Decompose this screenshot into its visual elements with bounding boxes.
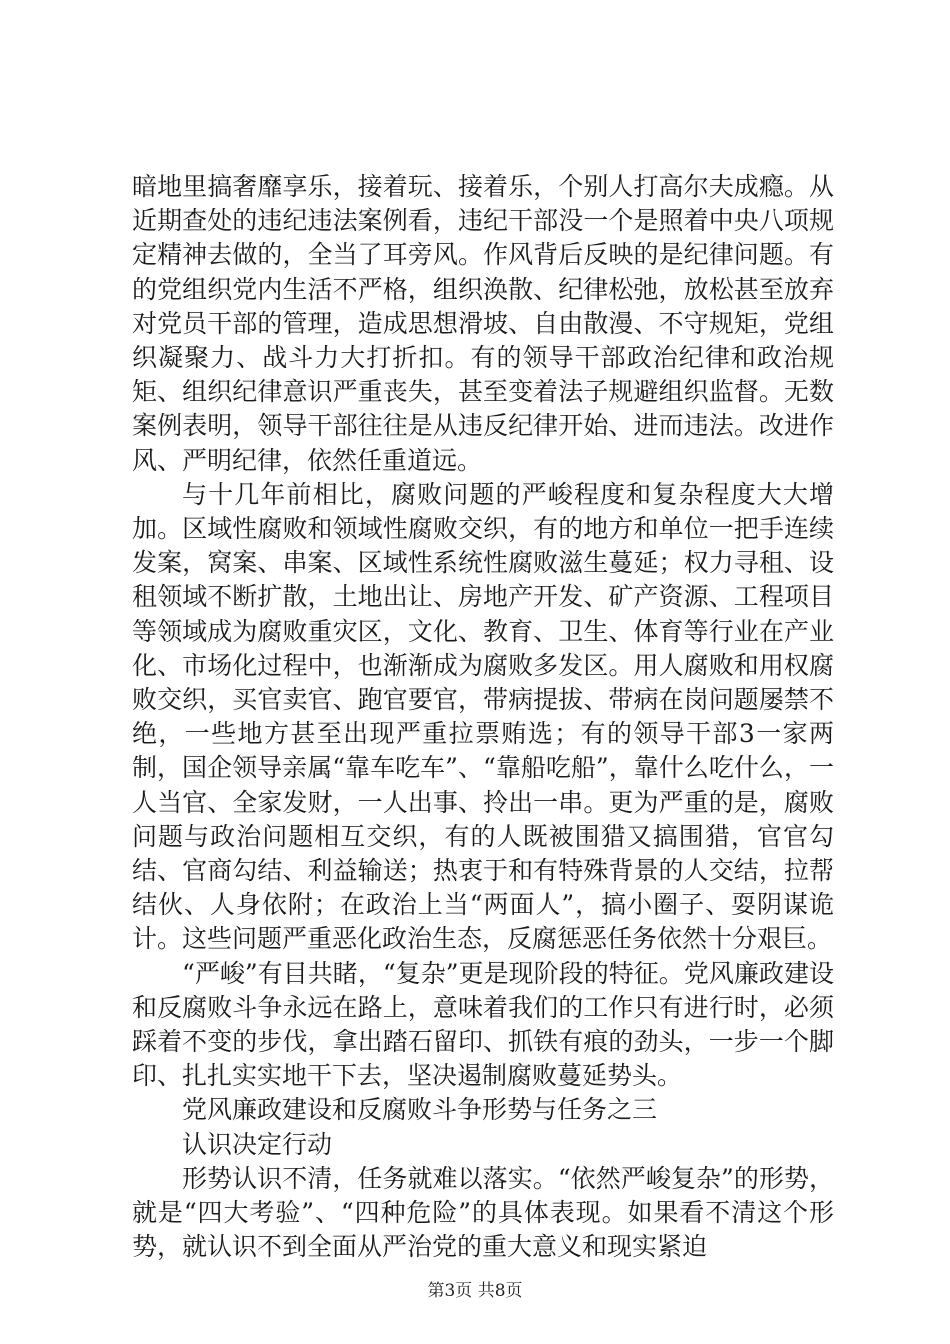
paragraph-2: 与十几年前相比，腐败问题的严峻程度和复杂程度大大增加。区域性腐败和领域性腐败交织，有的地方和单位一把手连续发案，窝案、串案、区域性系统性腐败滋生蔓延；权力寻租、设租领域不断扩散，土地出让、房地产开发、矿产资源、工程项目等领域成为腐败重灾区，文化、教育、卫生、体育等行业在产业化、市场化过程中，也渐渐成为腐败多发区。用人腐败和用权腐败交织，买官卖官、跑官要官，带病提拔、带病在岗问题屡禁不绝，一些地方甚至出现严重拉票贿选；有的领导干部3一家两制，国企领导亲属“靠车吃车”、“靠船吃船”，靠什么吃什么，一人当官、全家发财，一人出事、拎出一串。更为严重的是，腐败问题与政治问题相互交织，有的人既被围猎又搞围猎，官官勾结、官商勾结、利益输送；热衷于和有特殊背景的人交结，拉帮结伙、人身依附；在政治上当“两面人”，搞小圈子、耍阴谋诡计。这些问题严重恶化政治生态，反腐惩恶任务依然十分艰巨。 (132, 479, 834, 954)
paragraph-1: 暗地里搞奢靡享乐，接着玩、接着乐，个别人打高尔夫成瘾。从近期查处的违纪违法案例看，违纪干部没一个是照着中央八项规定精神去做的，全当了耳旁风。作风背后反映的是纪律问题。有的党组织党内生活不严格，组织涣散、纪律松弛，放松甚至放弃对党员干部的管理，造成思想滑坡、自由散漫、不守规矩，党组织凝聚力、战斗力大打折扣。有的领导干部政治纪律和政治规矩、组织纪律意识严重丧失，甚至变着法子规避组织监督。无数案例表明，领导干部往往是从违反纪律开始、进而违法。改进作风、严明纪律，依然任重道远。 (132, 172, 834, 475)
document-body (132, 170, 834, 1265)
paragraph-4: 形势认识不清，任务就难以落实。“依然严峻复杂”的形势，就是“四大考验”、“四种危险”的具体表现。如果看不清这个形势，就认识不到全面从严治党的重大意义和现实紧迫 (132, 1163, 834, 1262)
section-subheading: 认识决定行动 (182, 1129, 333, 1159)
page-footer: 第3页 共8页 (427, 1281, 523, 1301)
section-heading: 党风廉政建设和反腐败斗争形势与任务之三 (182, 1095, 658, 1125)
paragraph-3: “严峻”有目共睹，“复杂”更是现阶段的特征。党风廉政建设和反腐败斗争永远在路上，意味着我们的工作只有进行时，必须踩着不变的步伐，拿出踏石留印、抓铁有痕的劲头，一步一个脚印、扎扎实实地干下去，坚决遏制腐败蔓延势头。 (132, 958, 834, 1091)
